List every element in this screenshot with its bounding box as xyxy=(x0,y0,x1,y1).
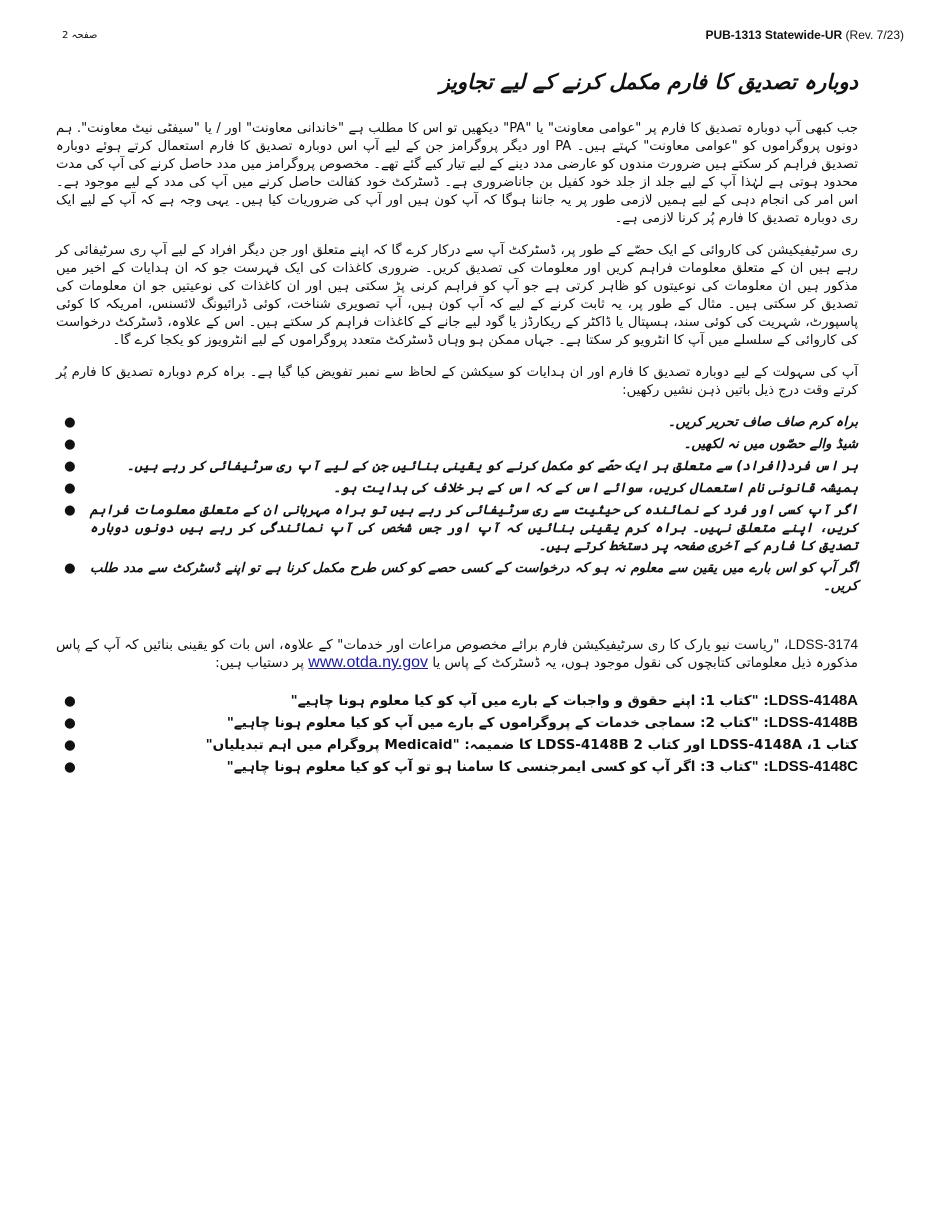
list-item xyxy=(64,414,858,432)
publication-code: LDSS-4148B xyxy=(768,714,858,731)
recommendations-list xyxy=(64,414,858,596)
publications-list xyxy=(64,690,858,778)
bullet-icon: ● xyxy=(64,415,76,430)
list-item-text: ہمیشہ قانونی نام استعمال کریں، سوائے اس کے کہ اس کے بر خلاف کی ہدایت ہو۔ xyxy=(333,481,858,496)
publication-code: PUB-1313 Statewide-UR xyxy=(705,28,843,42)
bullet-icon: ● xyxy=(64,759,76,775)
list-item xyxy=(64,756,858,778)
bullet-icon: ● xyxy=(64,715,76,731)
bullet-icon: ● xyxy=(64,437,76,452)
list-item xyxy=(64,480,858,498)
list-item-text: ہر اس فرد(افراد) سے متعلق ہر ایک حصّے کو مکمل کرنے کو یقینی بنائیں جن کے لیے آپ ری سرٹیفائی کر رہے ہیں۔ xyxy=(126,459,858,474)
publication-code: LDSS-4148A xyxy=(768,692,858,709)
bullet-icon: ● xyxy=(64,737,76,753)
bullet-icon: ● xyxy=(64,503,76,518)
publications-list-wrap xyxy=(64,690,858,778)
publication-title: : "کتاب 3: اگر آپ کو کسی ایمرجنسی کا سامنا ہو تو آپ کو کیا معلوم ہونا چاہیے" xyxy=(226,759,769,775)
list-item-text: شیڈ والے حصّوں میں نہ لکھیں۔ xyxy=(683,437,858,452)
document-body xyxy=(56,64,858,778)
revision-date: (Rev. 7/23) xyxy=(845,28,904,42)
bullet-icon: ● xyxy=(64,481,76,496)
list-item xyxy=(64,690,858,712)
list-item xyxy=(64,712,858,734)
booklets-intro xyxy=(56,636,858,672)
list-item xyxy=(64,436,858,454)
list-item-text: اگر آپ کسی اور فرد کے نمائندہ کی حیثیت سے ری سرٹیفائی کر رہے ہیں تو براہ مہربانی ان کے متعلق معلومات فراہم کریں، اپنے متعلق نہیں۔ براہ کرم یقینی بنائیں کہ آپ اور جس شخص کی آپ نمائندگی کر رہے ہیں دونوں دوبارہ تصدیق کا فارم کے آخری صفحہ پر دستخط کرتے ہیں۔ xyxy=(90,503,858,554)
paragraph-recertification: ری سرٹیفیکیشن کی کاروائی کے ایک حصّے کے طور پر، ڈسٹرکٹ آپ سے درکار کرے گا کہ اپنے متعلق اور جن دیگر افراد کے لیے آپ ری سرٹیفائی کر رہے ہیں ان کے متعلق معلومات فراہم کریں اور معلومات کی تصدیق کریں۔ ضروری کاغذات کی ایک فہرست جو کہ ان ہدایات کے اخیر میں مذکور ہیں ان معلومات کی نوعیتوں کو ظاہر کرتی ہے جو آپ کو فراہم کرنی پڑ سکتی ہیں اور ان کاغذات کی نوعیتیں جو ان معلومات کی تصدیق کر سکتی ہیں۔ مثال کے طور پر، یہ ثابت کرنے کے لیے کہ آپ کون ہیں، آپ تصویری شناخت، کوئی ڈرائیونگ لائسنس، امریکہ کا کوئی پاسپورٹ، شہریت کی کوئی سند، ہسپتال یا ڈاکٹر کے ریکارڈز یا گود لیے جانے کے کاغذات فراہم کر سکتے ہیں۔ اس کے علاوہ، ڈسٹرکٹ درخواست کی کاروائی کے سلسلے میں آپ کا انٹرویو کر سکتا ہے۔ جہاں ممکن ہو وہاں ڈسٹرکٹ متعدد پروگراموں کے لیے انٹرویوز کو یکجا کرے گا۔ xyxy=(56,243,858,348)
publication-header xyxy=(705,28,904,42)
bullet-icon: ● xyxy=(64,459,76,474)
publication-title: : "کتاب 1: اپنے حقوق و واجبات کے بارے میں آپ کو کیا معلوم ہونا چاہیے" xyxy=(290,693,769,709)
ldss-3174-code: LDSS-3174 xyxy=(788,637,858,652)
booklets-intro-text: ، "ریاست نیو یارک کا ری سرٹیفیکیشن فارم برائے مخصوص مراعات اور خدمات" کے علاوہ، اس بات کو یقینی بنائیں کہ آپ کے پاس مذکورہ ذیل معلوماتی کتابچوں کی نقول موجود ہوں، یہ ڈسٹرکٹ کے پاس یا xyxy=(56,637,858,671)
list-item-text: اگر آپ کو اس بارے میں یقین سے معلوم نہ ہو کہ درخواست کے کسی حصے کو کس طرح مکمل کرنا ہے تو اپنے ڈسٹرکٹ سے مدد طلب کریں۔ xyxy=(90,561,858,594)
list-item xyxy=(64,502,858,556)
list-item xyxy=(64,560,858,596)
list-item xyxy=(64,734,858,756)
publication-title: کتاب 1، LDSS-4148A اور کتاب 2 LDSS-4148B کا ضمیمہ: "Medicaid پروگرام میں اہم تبدیلیاں" xyxy=(205,737,858,753)
page-number: صفحہ 2 xyxy=(62,30,98,41)
bullet-icon: ● xyxy=(64,693,76,709)
bullet-icon: ● xyxy=(64,561,76,576)
page-title: دوبارہ تصدیق کا فارم مکمل کرنے کے لیے تجاویز xyxy=(439,70,858,94)
booklets-intro-suffix: پر دستیاب ہیں: xyxy=(215,655,304,671)
paragraph-intro: جب کبھی آپ دوبارہ تصدیق کا فارم پر "عوامی معاونت" یا "PA" دیکھیں تو اس کا مطلب ہے "خاندانی معاونت" اور / یا "سیفٹی نیٹ معاونت". ہم دونوں پروگراموں کو "عوامی معاونت" کہتے ہیں۔ PA اور دیگر پروگرامز جن کے لیے آپ اس دوبارہ تصدیق کا فارم استعمال کرتے ہوئے دوبارہ تصدیق فراہم کر سکتے ہیں ضرورت مندوں کو عارضی مدد دینے کے لیے تیار کیے گئے تھے۔ مخصوص پروگرامز میں مدد حاصل کرنے کی آپ کی مدت محدود ہوتی ہے لہٰذا آپ کے لیے جلد از جلد خود کفیل بن جاناضروری ہے۔ ڈسٹرکٹ خود کفالت حاصل کرنے میں آپ کی مدد کے لیے موجود ہے۔ اس امر کی انجام دہی کے لیے ہمیں لازمی طور پر یہ جاننا ہوگا کہ آپ کون ہیں اور آپ کی ضروریات کیا ہیں۔ یہی وجہ ہے کہ آپ کے لیے ایک ری دوبارہ تصدیق کا فارم پُر کرنا لازمی ہے۔ xyxy=(56,121,858,226)
otda-website-link[interactable]: www.otda.ny.gov xyxy=(308,654,429,671)
recommendations-list-wrap xyxy=(64,414,858,596)
list-item-text: براہ کرم صاف صاف تحریر کریں۔ xyxy=(667,415,858,430)
publication-title: : "کتاب 2: سماجی خدمات کے پروگراموں کے بارے میں آپ کو کیا معلوم ہونا چاہیے" xyxy=(226,715,769,731)
publication-code: LDSS-4148C xyxy=(768,758,858,775)
paragraph-convenience: آپ کی سہولت کے لیے دوبارہ تصدیق کا فارم اور ان ہدایات کو سیکشن کے لحاظ سے نمبر تفویض کیا گیا ہے۔ براہ کرم دوبارہ تصدیق کا فارم پُر کرتے وقت درج ذیل باتیں ذہن نشیں رکھیں: xyxy=(56,365,858,398)
list-item xyxy=(64,458,858,476)
